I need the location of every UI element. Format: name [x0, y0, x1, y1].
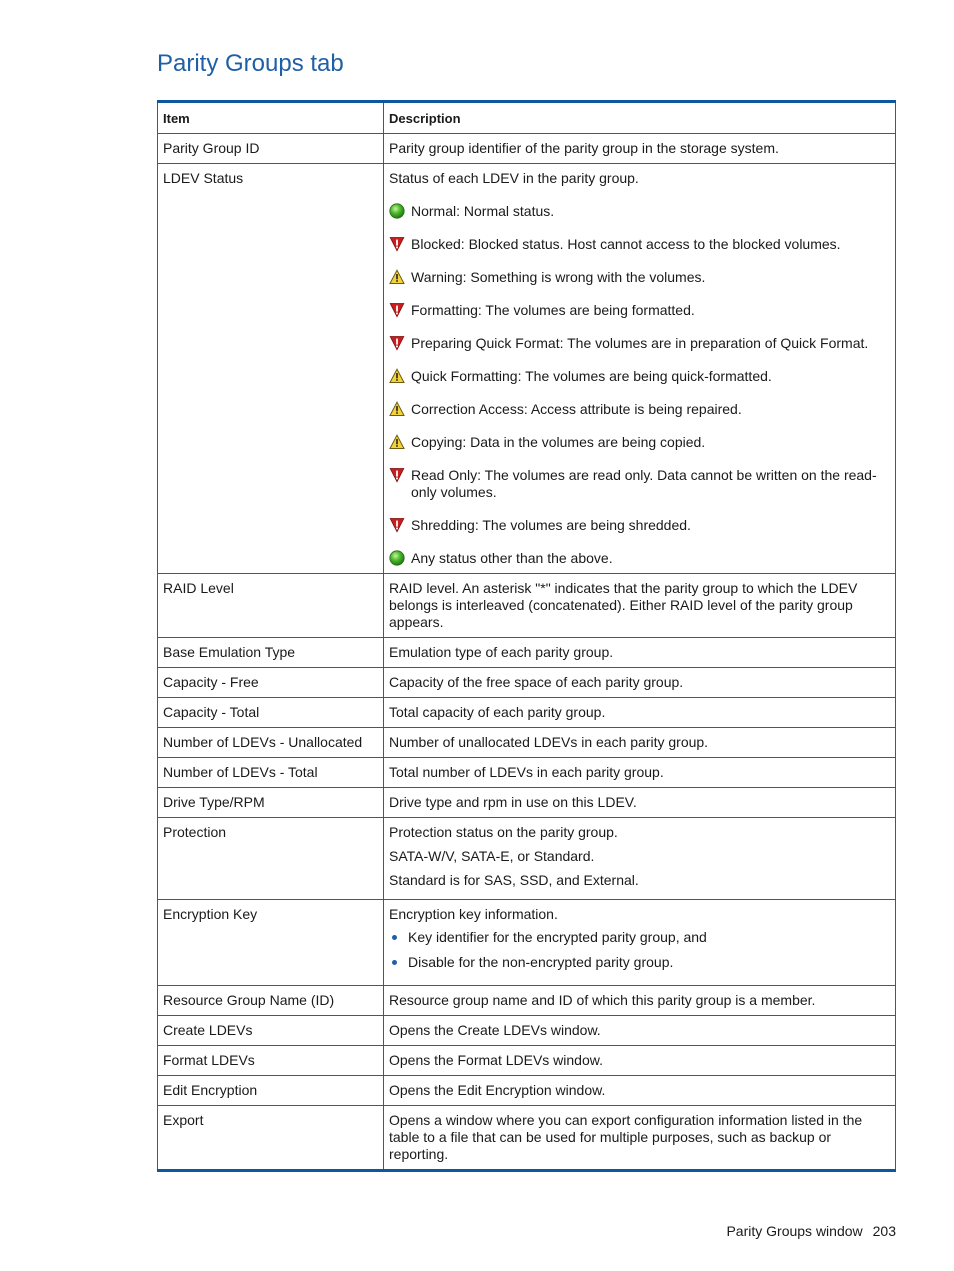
- status-text: Blocked: Blocked status. Host cannot access to the blocked volumes.: [411, 236, 841, 252]
- item-cell: Capacity - Total: [158, 698, 384, 728]
- table-row: [158, 668, 896, 698]
- parity-groups-table: [157, 100, 896, 1172]
- red-error-icon: [389, 335, 405, 351]
- protection-line: Standard is for SAS, SSD, and External.: [389, 872, 639, 888]
- table-row: [158, 728, 896, 758]
- table-row: [158, 758, 896, 788]
- status-text: Shredding: The volumes are being shredded.: [411, 517, 691, 533]
- item-cell: Base Emulation Type: [158, 638, 384, 668]
- warning-triangle-icon: [389, 269, 405, 285]
- red-error-icon: [389, 467, 405, 483]
- status-item: [389, 236, 890, 253]
- item-cell: LDEV Status: [158, 164, 384, 574]
- table-row: [158, 1076, 896, 1106]
- table-row-protection: [158, 818, 896, 900]
- description-cell: Capacity of the free space of each parity group.: [384, 668, 896, 698]
- status-item: [389, 550, 890, 567]
- description-cell: Parity group identifier of the parity group in the storage system.: [384, 134, 896, 164]
- item-cell: Number of LDEVs - Unallocated: [158, 728, 384, 758]
- description-cell: [384, 818, 896, 900]
- item-cell: Parity Group ID: [158, 134, 384, 164]
- status-text: Preparing Quick Format: The volumes are in preparation of Quick Format.: [411, 335, 869, 351]
- description-cell: Opens a window where you can export configuration information listed in the table to a file that can be used for multiple purposes, such as backup or reporting.: [384, 1106, 896, 1171]
- status-text: Correction Access: Access attribute is being repaired.: [411, 401, 742, 417]
- status-item: [389, 302, 890, 319]
- table-header-row: [158, 102, 896, 134]
- status-item: [389, 203, 890, 220]
- status-item: [389, 467, 890, 501]
- page-footer: [726, 1223, 896, 1239]
- table-row: [158, 574, 896, 638]
- status-text: Normal: Normal status.: [411, 203, 555, 219]
- encryption-key-intro: Encryption key information.: [389, 906, 558, 922]
- status-text: Any status other than the above.: [411, 550, 613, 566]
- status-text: Formatting: The volumes are being formatted.: [411, 302, 695, 318]
- status-text: Copying: Data in the volumes are being copied.: [411, 434, 706, 450]
- description-cell: Drive type and rpm in use on this LDEV.: [384, 788, 896, 818]
- table-row: [158, 1016, 896, 1046]
- description-cell: Resource group name and ID of which this parity group is a member.: [384, 986, 896, 1016]
- description-cell: Number of unallocated LDEVs in each parity group.: [384, 728, 896, 758]
- list-item: Key identifier for the encrypted parity group, and: [389, 929, 890, 946]
- description-cell: [384, 164, 896, 574]
- bullet-icon: [392, 960, 397, 965]
- item-cell: Export: [158, 1106, 384, 1171]
- footer-section-title: Parity Groups window: [726, 1223, 863, 1239]
- table-row-encryption-key: [158, 900, 896, 986]
- bullet-icon: [392, 935, 397, 940]
- description-cell: Opens the Edit Encryption window.: [384, 1076, 896, 1106]
- status-text: Read Only: The volumes are read only. Data cannot be written on the read-only volumes.: [411, 467, 877, 500]
- status-item: [389, 335, 890, 352]
- description-cell: Opens the Format LDEVs window.: [384, 1046, 896, 1076]
- warning-triangle-icon: [389, 401, 405, 417]
- status-item: [389, 368, 890, 385]
- status-item: [389, 434, 890, 451]
- item-cell: Number of LDEVs - Total: [158, 758, 384, 788]
- table-row: [158, 788, 896, 818]
- item-cell: Drive Type/RPM: [158, 788, 384, 818]
- description-cell: Opens the Create LDEVs window.: [384, 1016, 896, 1046]
- green-circle-icon: [389, 203, 405, 219]
- red-error-icon: [389, 236, 405, 252]
- table-row: [158, 638, 896, 668]
- description-cell: [384, 900, 896, 986]
- item-cell: Edit Encryption: [158, 1076, 384, 1106]
- red-error-icon: [389, 517, 405, 533]
- item-cell: Format LDEVs: [158, 1046, 384, 1076]
- warning-triangle-icon: [389, 368, 405, 384]
- list-item: Disable for the non-encrypted parity group.: [389, 954, 890, 971]
- status-item: [389, 401, 890, 418]
- status-item: [389, 517, 890, 534]
- table-row: [158, 134, 896, 164]
- item-cell: Resource Group Name (ID): [158, 986, 384, 1016]
- status-text: Warning: Something is wrong with the volumes.: [411, 269, 706, 285]
- page-title: Parity Groups tab: [157, 50, 344, 77]
- item-cell: Create LDEVs: [158, 1016, 384, 1046]
- ldev-status-intro: Status of each LDEV in the parity group.: [389, 170, 639, 186]
- description-cell: RAID level. An asterisk "*" indicates that the parity group to which the LDEV belongs is interleaved (concatenated). Either RAID level of the parity group appears.: [384, 574, 896, 638]
- green-circle-icon: [389, 550, 405, 566]
- table-row: [158, 1046, 896, 1076]
- table-row-ldev-status: [158, 164, 896, 574]
- protection-line: Protection status on the parity group.: [389, 824, 618, 840]
- warning-triangle-icon: [389, 434, 405, 450]
- status-list: [389, 203, 890, 567]
- protection-line: SATA-W/V, SATA-E, or Standard.: [389, 848, 595, 864]
- description-cell: Total capacity of each parity group.: [384, 698, 896, 728]
- item-cell: RAID Level: [158, 574, 384, 638]
- status-item: [389, 269, 890, 286]
- encryption-key-bullets: [389, 929, 890, 971]
- table-row: [158, 698, 896, 728]
- item-cell: Protection: [158, 818, 384, 900]
- description-cell: Total number of LDEVs in each parity group.: [384, 758, 896, 788]
- red-error-icon: [389, 302, 405, 318]
- table-row: [158, 986, 896, 1016]
- item-cell: Capacity - Free: [158, 668, 384, 698]
- status-text: Quick Formatting: The volumes are being quick-formatted.: [411, 368, 772, 384]
- description-cell: Emulation type of each parity group.: [384, 638, 896, 668]
- item-cell: Encryption Key: [158, 900, 384, 986]
- page-number: 203: [872, 1223, 896, 1239]
- header-description: Description: [384, 102, 896, 134]
- table-row: [158, 1106, 896, 1171]
- header-item: Item: [158, 102, 384, 134]
